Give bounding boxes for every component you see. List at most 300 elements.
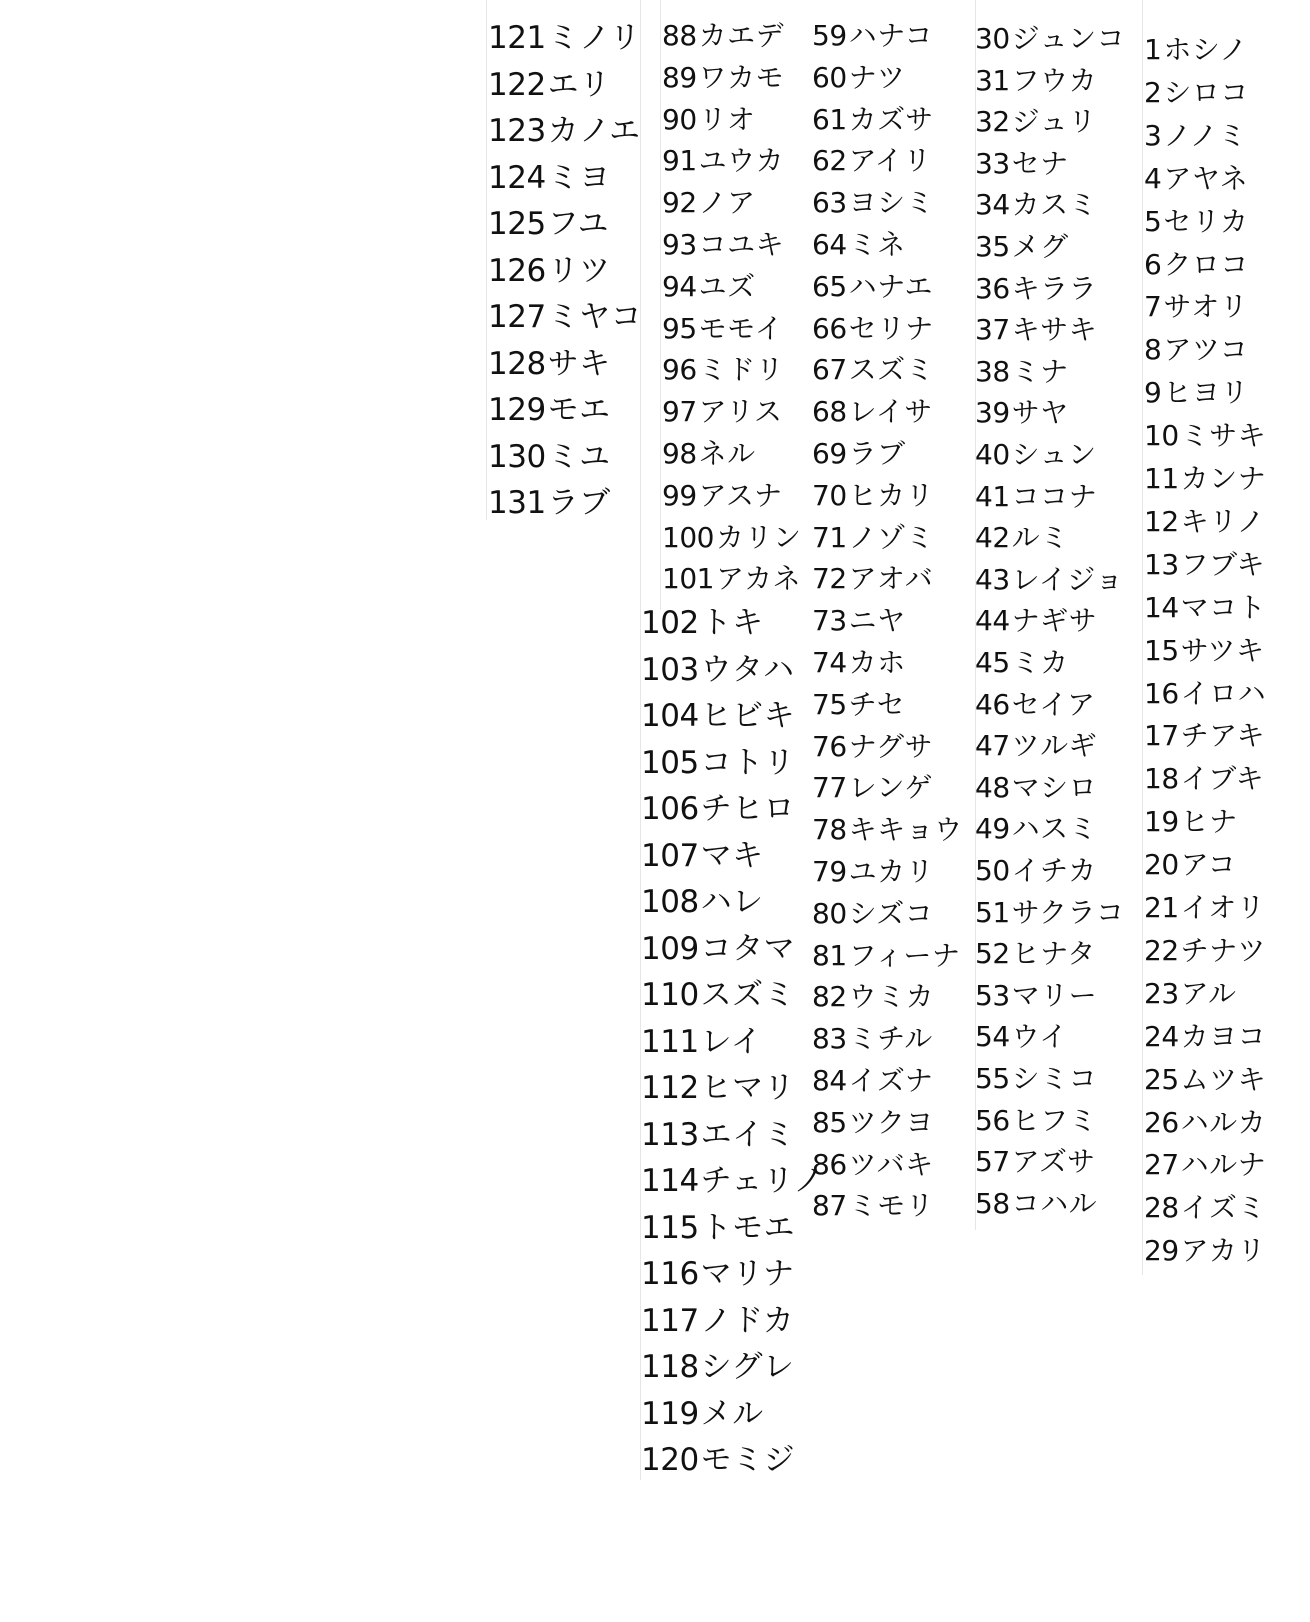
item-number: 59	[812, 19, 847, 52]
item-number: 119	[641, 1395, 699, 1432]
item-number: 38	[975, 354, 1010, 388]
list-item	[488, 201, 609, 247]
list-item	[1144, 200, 1249, 243]
list-item	[975, 975, 1097, 1016]
list-item	[975, 351, 1069, 392]
item-name: コタマ	[700, 930, 796, 967]
item-name: ミネ	[848, 228, 906, 261]
item-name: ルミ	[1011, 521, 1069, 555]
item-name: ハレ	[700, 884, 764, 920]
item-name: チアキ	[1180, 719, 1266, 753]
item-number: 30	[975, 22, 1010, 55]
item-number: 53	[975, 978, 1010, 1012]
item-number: 93	[662, 228, 697, 261]
item-number: 8	[1144, 333, 1162, 367]
item-name: モモイ	[698, 311, 784, 345]
item-number: 81	[812, 938, 847, 972]
list-item	[812, 57, 905, 98]
list-item	[641, 1251, 795, 1297]
list-item	[975, 18, 1125, 59]
item-name: アリス	[698, 395, 783, 429]
item-number: 5	[1144, 204, 1162, 238]
list-item	[975, 60, 1097, 101]
item-name: ノア	[698, 186, 756, 220]
list-item	[1144, 71, 1249, 114]
item-name: リオ	[698, 102, 756, 136]
item-number: 49	[975, 812, 1010, 846]
item-number: 72	[812, 562, 847, 596]
item-name: ユカリ	[848, 855, 935, 888]
item-number: 40	[975, 438, 1010, 471]
list-item	[1144, 414, 1266, 457]
item-name: イロハ	[1180, 676, 1267, 710]
list-item	[975, 808, 1097, 849]
item-number: 104	[641, 698, 699, 734]
list-item	[641, 1158, 825, 1204]
list-item	[812, 15, 933, 56]
item-number: 10	[1144, 419, 1179, 453]
list-item	[1144, 28, 1248, 71]
item-number: 26	[1144, 1105, 1179, 1139]
list-item	[975, 600, 1097, 641]
item-number: 46	[975, 687, 1010, 721]
item-number: 118	[641, 1349, 699, 1385]
list-item	[812, 558, 933, 599]
list-item	[1144, 114, 1247, 157]
list-item	[641, 693, 795, 739]
list-item	[975, 226, 1069, 267]
item-number: 122	[488, 66, 546, 103]
list-item	[975, 517, 1069, 558]
item-name: チナツ	[1180, 933, 1266, 967]
item-number: 22	[1144, 933, 1179, 967]
list-item	[812, 266, 933, 307]
item-name: シロコ	[1163, 75, 1249, 109]
item-name: スズミ	[700, 977, 796, 1013]
list-item	[812, 684, 905, 725]
item-number: 32	[975, 105, 1010, 139]
item-name: ミモリ	[848, 1189, 935, 1223]
item-name: ナツ	[848, 60, 906, 94]
list-item	[1144, 586, 1266, 629]
item-name: キリノ	[1180, 504, 1266, 538]
item-name: ハナコ	[848, 19, 934, 52]
item-name: キララ	[1011, 271, 1098, 305]
item-name: レイジョ	[1011, 562, 1124, 596]
item-name: サヤ	[1011, 396, 1069, 430]
item-name: エイミ	[700, 1116, 796, 1153]
list-item	[1144, 672, 1266, 715]
item-number: 17	[1144, 719, 1179, 753]
item-number: 95	[662, 311, 697, 345]
item-number: 75	[812, 687, 847, 721]
item-name: ジュリ	[1011, 105, 1097, 139]
item-name: ツバキ	[848, 1147, 934, 1181]
item-number: 125	[488, 206, 546, 242]
list-item	[812, 1102, 934, 1143]
item-number: 90	[662, 102, 697, 136]
item-number: 129	[488, 392, 546, 428]
item-number: 83	[812, 1022, 847, 1056]
list-item	[1144, 757, 1264, 800]
item-number: 86	[812, 1147, 847, 1181]
item-name: シズコ	[848, 896, 934, 930]
item-name: チヒロ	[700, 791, 796, 827]
item-name: ミサキ	[1180, 419, 1267, 453]
item-name: アカネ	[715, 562, 802, 596]
item-number: 113	[641, 1116, 699, 1153]
list-item	[975, 101, 1097, 142]
list-item	[812, 99, 934, 140]
item-name: ミカ	[1011, 646, 1069, 679]
list-item	[975, 143, 1069, 184]
item-name: ミヨ	[547, 159, 611, 196]
item-name: チェリノ	[700, 1163, 825, 1199]
item-number: 42	[975, 521, 1010, 555]
item-name: カヨコ	[1180, 1019, 1267, 1053]
item-number: 127	[488, 299, 546, 335]
item-name: ツクヨ	[848, 1105, 934, 1139]
item-number: 102	[641, 605, 699, 641]
item-name: リツ	[547, 252, 611, 289]
item-name: キサキ	[1011, 313, 1098, 347]
item-number: 94	[662, 269, 697, 303]
list-item	[975, 268, 1097, 309]
list-item	[641, 833, 764, 879]
item-name: ノゾミ	[848, 520, 935, 554]
item-name: セリカ	[1163, 204, 1249, 238]
list-item	[488, 294, 642, 340]
item-number: 70	[812, 478, 847, 512]
list-item	[488, 108, 641, 154]
list-item	[975, 725, 1097, 766]
item-number: 71	[812, 520, 847, 554]
list-item	[488, 15, 641, 61]
item-number: 67	[812, 353, 847, 387]
item-name: カホ	[848, 646, 906, 679]
item-name: ネル	[698, 437, 756, 470]
item-name: ミユ	[547, 438, 611, 475]
list-item	[641, 926, 795, 972]
item-name: ウイ	[1011, 1020, 1068, 1054]
column-seam	[486, 0, 487, 520]
item-number: 108	[641, 884, 699, 920]
list-column-5	[486, 0, 643, 521]
item-name: トキ	[700, 605, 764, 641]
item-number: 28	[1144, 1191, 1179, 1225]
list-item	[975, 1100, 1097, 1141]
item-name: カズサ	[848, 102, 934, 136]
list-item	[1144, 629, 1264, 672]
item-number: 68	[812, 395, 847, 429]
list-item	[975, 184, 1097, 225]
list-item	[812, 1018, 933, 1059]
list-column-3	[810, 0, 970, 1230]
item-number: 4	[1144, 161, 1162, 195]
item-number: 11	[1144, 462, 1179, 495]
item-number: 63	[812, 186, 847, 220]
item-name: マリナ	[700, 1256, 795, 1292]
item-number: 117	[641, 1302, 699, 1339]
item-name: メグ	[1011, 230, 1069, 263]
item-number: 64	[812, 228, 847, 261]
item-number: 19	[1144, 805, 1179, 839]
list-item	[1144, 1015, 1266, 1058]
item-number: 66	[812, 311, 847, 345]
list-item	[488, 155, 611, 201]
item-number: 12	[1144, 504, 1179, 538]
list-item	[975, 434, 1097, 475]
item-name: アカリ	[1180, 1234, 1266, 1268]
item-number: 24	[1144, 1019, 1179, 1053]
item-name: ユズ	[698, 269, 756, 303]
list-item	[641, 972, 795, 1018]
list-item	[1144, 843, 1236, 886]
item-name: セリナ	[848, 311, 934, 345]
item-number: 2	[1144, 75, 1162, 109]
item-number: 29	[1144, 1234, 1179, 1268]
item-number: 37	[975, 313, 1010, 347]
item-number: 48	[975, 770, 1010, 804]
item-name: ヒビキ	[700, 698, 796, 734]
list-item	[1144, 328, 1248, 371]
list-item	[641, 1112, 795, 1158]
item-number: 3	[1144, 118, 1162, 152]
item-number: 58	[975, 1186, 1010, 1220]
item-number: 98	[662, 437, 697, 470]
item-name: ヒフミ	[1011, 1103, 1098, 1137]
item-number: 106	[641, 791, 699, 827]
item-name: ラブ	[547, 485, 611, 521]
item-number: 54	[975, 1020, 1010, 1054]
item-number: 16	[1144, 676, 1179, 710]
item-number: 6	[1144, 247, 1162, 281]
list-item	[488, 434, 611, 480]
list-item	[1144, 1101, 1266, 1144]
item-name: ヒナ	[1180, 805, 1238, 839]
item-number: 109	[641, 930, 699, 967]
item-name: ジュンコ	[1011, 22, 1126, 55]
item-number: 73	[812, 604, 847, 638]
item-name: コハル	[1011, 1186, 1098, 1220]
item-name: カリン	[715, 520, 802, 554]
item-number: 97	[662, 395, 697, 429]
item-name: チセ	[848, 687, 906, 721]
list-column-2	[975, 0, 1140, 1230]
item-name: トモエ	[700, 1209, 796, 1246]
list-item	[812, 726, 933, 767]
list-item	[975, 476, 1097, 517]
item-name: レイ	[700, 1023, 763, 1060]
item-number: 52	[975, 937, 1010, 971]
item-name: マコト	[1180, 590, 1267, 624]
item-name: ノノミ	[1163, 118, 1247, 152]
item-number: 7	[1144, 290, 1162, 324]
list-item	[1144, 500, 1265, 543]
list-item	[812, 767, 933, 808]
list-item	[1144, 929, 1266, 972]
list-item	[488, 480, 611, 526]
item-number: 91	[662, 144, 697, 178]
item-number: 9	[1144, 376, 1162, 410]
item-name: ノドカ	[700, 1302, 795, 1339]
list-item	[975, 850, 1097, 891]
item-name: サツキ	[1180, 633, 1265, 667]
item-name: アイリ	[848, 144, 932, 178]
item-number: 57	[975, 1145, 1010, 1179]
item-name: モミジ	[700, 1442, 796, 1478]
list-item	[1144, 157, 1248, 200]
item-name: ハスミ	[1011, 812, 1098, 846]
item-number: 114	[641, 1163, 699, 1199]
item-name: カスミ	[1011, 188, 1098, 222]
item-name: モエ	[547, 392, 611, 428]
list-item	[1144, 714, 1265, 757]
item-number: 112	[641, 1070, 699, 1106]
list-item	[1144, 457, 1266, 500]
item-name: ナギサ	[1011, 604, 1098, 638]
item-number: 55	[975, 1062, 1010, 1095]
list-item	[975, 684, 1095, 725]
list-item	[641, 1205, 795, 1251]
item-number: 124	[488, 159, 546, 196]
item-name: レイサ	[848, 395, 933, 429]
item-name: ミヤコ	[547, 299, 643, 335]
list-item	[975, 392, 1069, 433]
list-item	[641, 879, 764, 925]
list-item	[641, 740, 795, 786]
item-name: ムツキ	[1180, 1062, 1267, 1096]
item-number: 31	[975, 63, 1010, 97]
item-number: 78	[812, 813, 847, 847]
item-name: ワカモ	[698, 60, 785, 94]
list-item	[641, 786, 795, 832]
item-name: キキョウ	[848, 813, 963, 847]
list-item	[975, 642, 1069, 683]
list-item	[641, 1019, 762, 1065]
item-number: 128	[488, 345, 546, 382]
item-number: 35	[975, 230, 1010, 263]
item-name: ウミカ	[848, 980, 935, 1014]
item-name: ラブ	[848, 437, 906, 470]
item-name: ヒヨリ	[1163, 376, 1249, 410]
item-name: サクラコ	[1011, 895, 1125, 929]
item-name: アオバ	[848, 562, 934, 596]
list-item	[488, 248, 611, 294]
list-item	[641, 1298, 794, 1344]
item-number: 45	[975, 646, 1010, 679]
list-item	[1144, 371, 1249, 414]
item-name: アズサ	[1011, 1145, 1096, 1179]
item-name: アスナ	[698, 478, 783, 512]
list-item	[488, 341, 611, 387]
item-name: マシロ	[1011, 770, 1098, 804]
item-number: 110	[641, 977, 699, 1013]
list-item	[1144, 972, 1237, 1015]
item-name: イズナ	[848, 1064, 934, 1097]
item-number: 69	[812, 437, 847, 470]
item-name: ヒナタ	[1011, 937, 1096, 971]
item-number: 61	[812, 102, 847, 136]
list-item	[812, 1060, 933, 1101]
item-number: 130	[488, 438, 546, 475]
list-item	[1144, 1229, 1266, 1272]
item-name: カンナ	[1180, 462, 1267, 495]
item-name: ハルカ	[1180, 1105, 1267, 1139]
list-item	[812, 475, 934, 516]
list-item	[975, 1016, 1068, 1057]
list-item	[641, 1065, 795, 1111]
item-name: セナ	[1011, 146, 1069, 180]
item-number: 20	[1144, 848, 1179, 882]
list-item	[812, 140, 932, 181]
item-name: ヒマリ	[700, 1070, 796, 1106]
list-item	[1144, 1058, 1266, 1101]
item-name: ヨシミ	[848, 186, 935, 220]
item-number: 100	[662, 520, 714, 554]
list-item	[812, 600, 906, 641]
item-name: ホシノ	[1163, 33, 1248, 66]
item-number: 34	[975, 188, 1010, 222]
item-number: 15	[1144, 633, 1179, 667]
list-item	[641, 600, 764, 646]
item-name: イズミ	[1180, 1191, 1266, 1225]
item-number: 43	[975, 562, 1010, 596]
item-number: 47	[975, 729, 1010, 763]
item-number: 96	[662, 353, 697, 387]
item-name: レンゲ	[848, 771, 933, 805]
list-item	[1144, 800, 1238, 843]
item-number: 84	[812, 1064, 847, 1097]
item-number: 116	[641, 1256, 699, 1292]
item-number: 77	[812, 771, 847, 805]
list-item	[975, 309, 1097, 350]
item-name: フユ	[547, 206, 610, 242]
column-seam	[1142, 0, 1143, 1275]
list-item	[1144, 1186, 1266, 1229]
list-item	[975, 892, 1125, 933]
list-item	[812, 809, 963, 850]
item-number: 25	[1144, 1062, 1179, 1096]
item-number: 89	[662, 60, 697, 94]
item-name: シミコ	[1011, 1062, 1098, 1095]
item-number: 99	[662, 478, 697, 512]
item-name: マリー	[1011, 978, 1098, 1012]
item-name: フウカ	[1011, 63, 1098, 97]
list-item	[975, 559, 1124, 600]
item-name: カノエ	[547, 113, 641, 149]
item-name: クロコ	[1163, 247, 1249, 281]
list-item	[641, 1391, 764, 1437]
item-name: スズミ	[848, 353, 935, 387]
item-number: 126	[488, 252, 546, 289]
list-item	[812, 433, 906, 474]
item-name: ウタハ	[700, 651, 795, 688]
item-name: ユウカ	[698, 144, 785, 178]
item-number: 18	[1144, 762, 1179, 796]
list-item	[812, 517, 934, 558]
item-number: 80	[812, 896, 847, 930]
item-name: ハルナ	[1180, 1148, 1267, 1182]
item-name: ニヤ	[848, 604, 906, 638]
item-number: 39	[975, 396, 1010, 430]
item-number: 120	[641, 1442, 699, 1478]
list-item	[812, 976, 934, 1017]
item-number: 82	[812, 980, 847, 1014]
item-name: シグレ	[700, 1349, 795, 1385]
item-number: 62	[812, 144, 847, 178]
item-number: 88	[662, 19, 697, 52]
